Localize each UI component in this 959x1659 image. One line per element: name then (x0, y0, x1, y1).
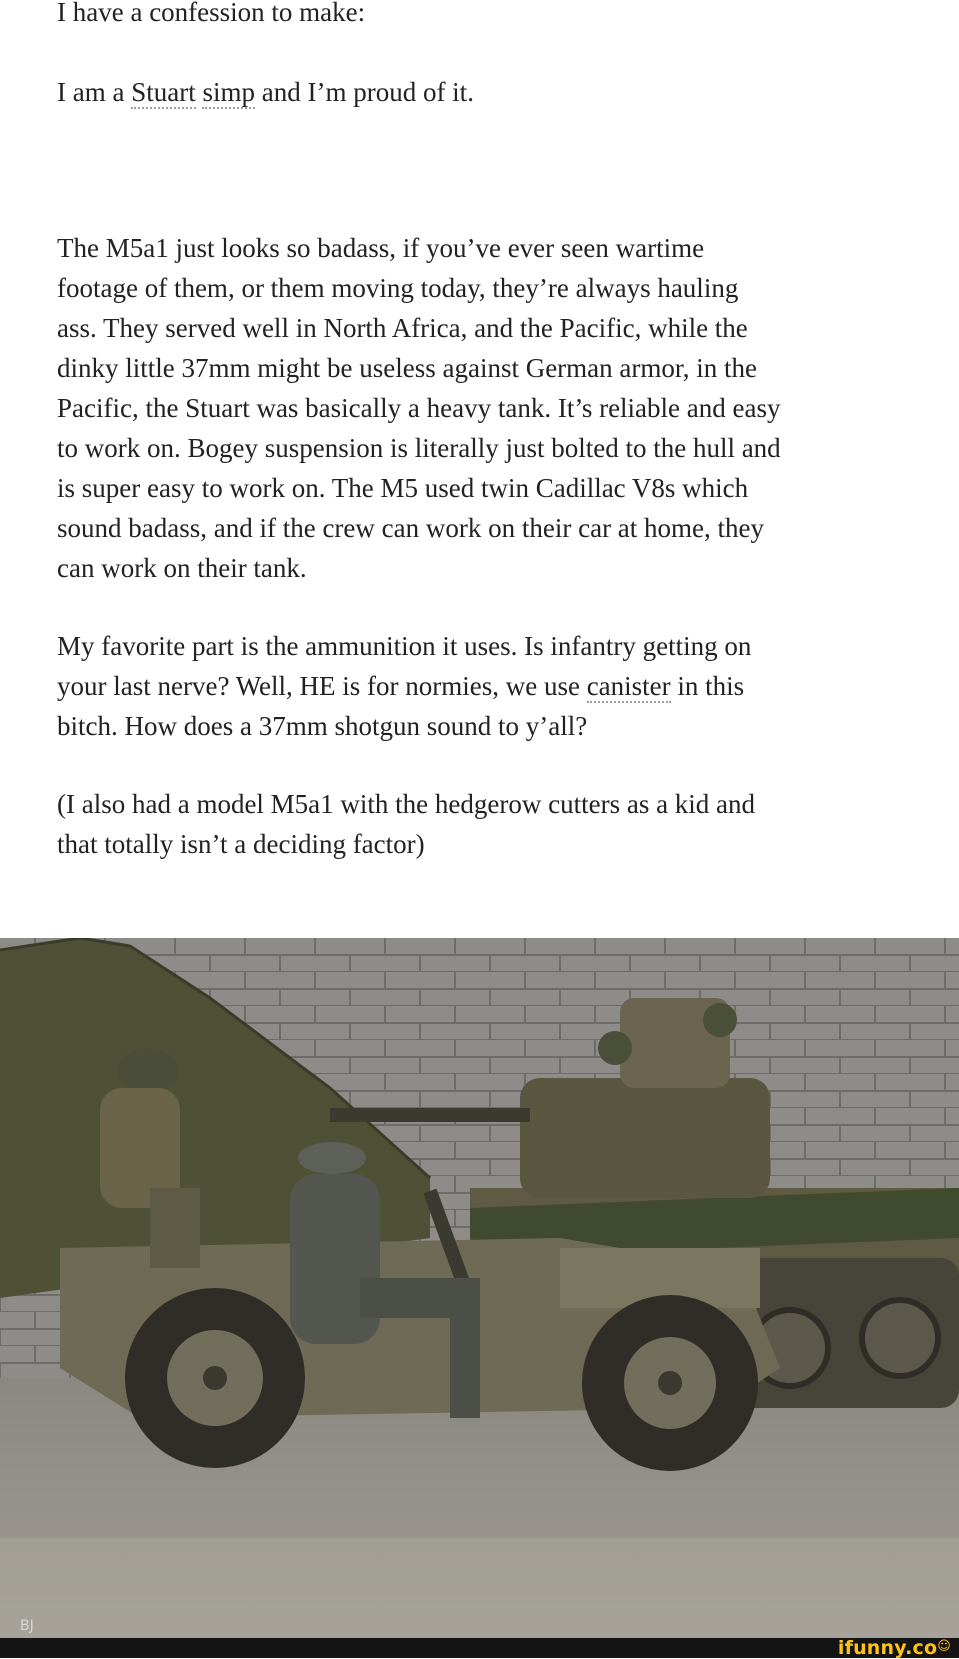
link-simp[interactable]: simp (202, 77, 255, 107)
paragraph-1-line: ass. They served well in North Africa, and the Pacific, while the (57, 313, 748, 343)
paragraph-2-line: bitch. How does a 37mm shotgun sound to y’all? (57, 711, 588, 741)
link-canister[interactable]: canister (586, 671, 671, 701)
paragraph-2-line-2 (57, 666, 744, 706)
paragraph-1-line: to work on. Bogey suspension is literally just bolted to the hull and (57, 433, 781, 463)
footer-bar (0, 1638, 959, 1658)
link-stuart[interactable]: Stuart (131, 77, 196, 107)
smile-icon: ☺ (937, 1639, 951, 1654)
ifunny-logo-text: ifunny.co (837, 1637, 938, 1659)
paragraph-2-line-2-start: your last nerve? Well, HE is for normies, we use (57, 671, 587, 701)
post-heading: I have a confession to make: (57, 0, 366, 27)
paragraph-2-line: My favorite part is the ammunition it uses. Is infantry getting on (57, 631, 752, 661)
colorized-ww2-photo (0, 938, 959, 1638)
paragraph-1-line: Pacific, the Stuart was basically a heavy tank. It’s reliable and easy (57, 393, 781, 423)
photo-watermark: BJ (20, 1618, 34, 1634)
paragraph-1-line: can work on their tank. (57, 553, 307, 583)
paragraph-1-line: footage of them, or them moving today, they’re always hauling (57, 273, 739, 303)
paragraph-1-line: is super easy to work on. The M5 used twin Cadillac V8s which (57, 473, 749, 503)
post-line-2 (57, 72, 474, 112)
post-line-2-end: and I’m proud of it. (254, 77, 474, 107)
paragraph-1-line: The M5a1 just looks so badass, if you’ve ever seen wartime (57, 233, 705, 263)
photo-illustration (0, 938, 959, 1638)
ifunny-logo[interactable] (838, 1637, 951, 1659)
paragraph-1-line: sound badass, and if the crew can work on their car at home, they (57, 513, 765, 543)
paragraph-3-line: (I also had a model M5a1 with the hedgerow cutters as a kid and (57, 789, 756, 819)
paragraph-1-line: dinky little 37mm might be useless against German armor, in the (57, 353, 758, 383)
paragraph-3-line: that totally isn’t a deciding factor) (57, 829, 425, 859)
paragraph-2-line-2-end: in this (670, 671, 745, 701)
post-line-2-start: I am a (57, 77, 132, 107)
